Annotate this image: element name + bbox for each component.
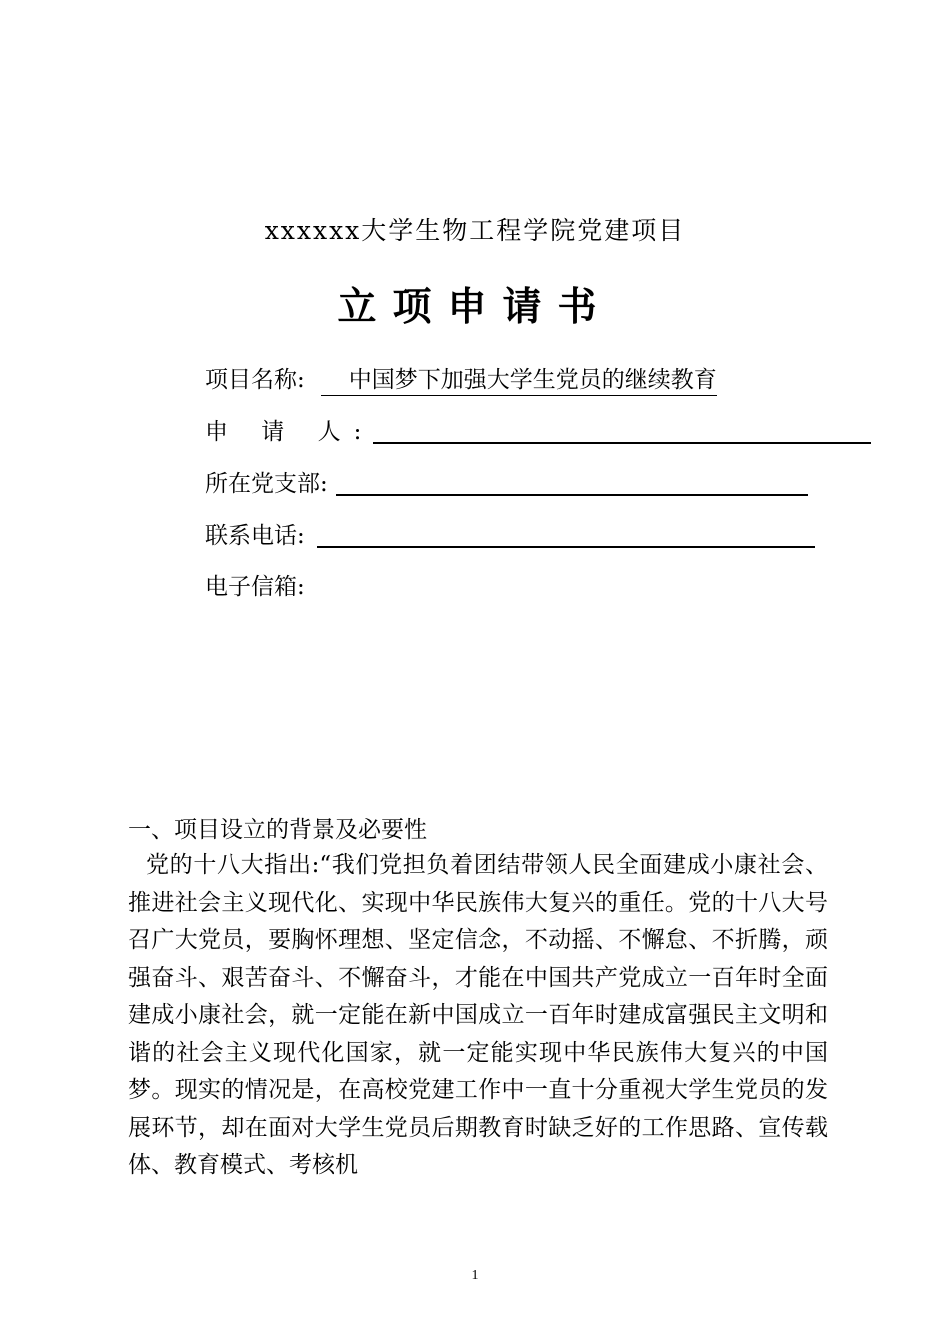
branch-row: [205, 460, 808, 500]
phone-field[interactable]: [317, 516, 815, 548]
email-label: 电子信箱:: [205, 574, 305, 600]
email-row: [205, 563, 305, 603]
branch-field[interactable]: [336, 464, 808, 496]
page-number: 1: [471, 1268, 479, 1283]
phone-label: 联系电话:: [205, 523, 305, 549]
phone-row: [205, 512, 815, 552]
project-name-label: 项目名称:: [205, 367, 305, 393]
branch-label: 所在党支部:: [205, 471, 328, 497]
applicant-label: 申 请 人:: [205, 419, 362, 445]
applicant-field[interactable]: [373, 412, 871, 444]
document-title: 立项申请书: [337, 285, 613, 330]
project-name-value: 中国梦下加强大学生党员的继续教育: [321, 365, 717, 396]
project-name-row: [205, 356, 717, 396]
body-paragraph: 党的十八大指出:“我们党担负着团结带领人民全面建成小康社会、推进社会主义现代化、实现中华民族伟大复兴的重任。党的十八大号召广大党员，要胸怀理想、坚定信念，不动摇、不懈怠、不折腾，顽强奋斗、艰苦奋斗、不懈奋斗，才能在中国共产党成立一百年时全面建成小康社会，就一定能在新中国成立一百年时建成富强民主文明和谐的社会主义现代化国家，就一定能实现中华民族伟大复兴的中国梦。现实的情况是，在高校党建工作中一直十分重视大学生党员的发展环节，却在面对大学生党员后期教育时缺乏好的工作思路、宣传载体、教育模式、考核机: [128, 852, 828, 1178]
org-title: xxxxxx大学生物工程学院党建项目: [264, 216, 686, 245]
section-heading: 一、项目设立的背景及必要性: [128, 817, 427, 843]
applicant-row: [205, 408, 871, 448]
